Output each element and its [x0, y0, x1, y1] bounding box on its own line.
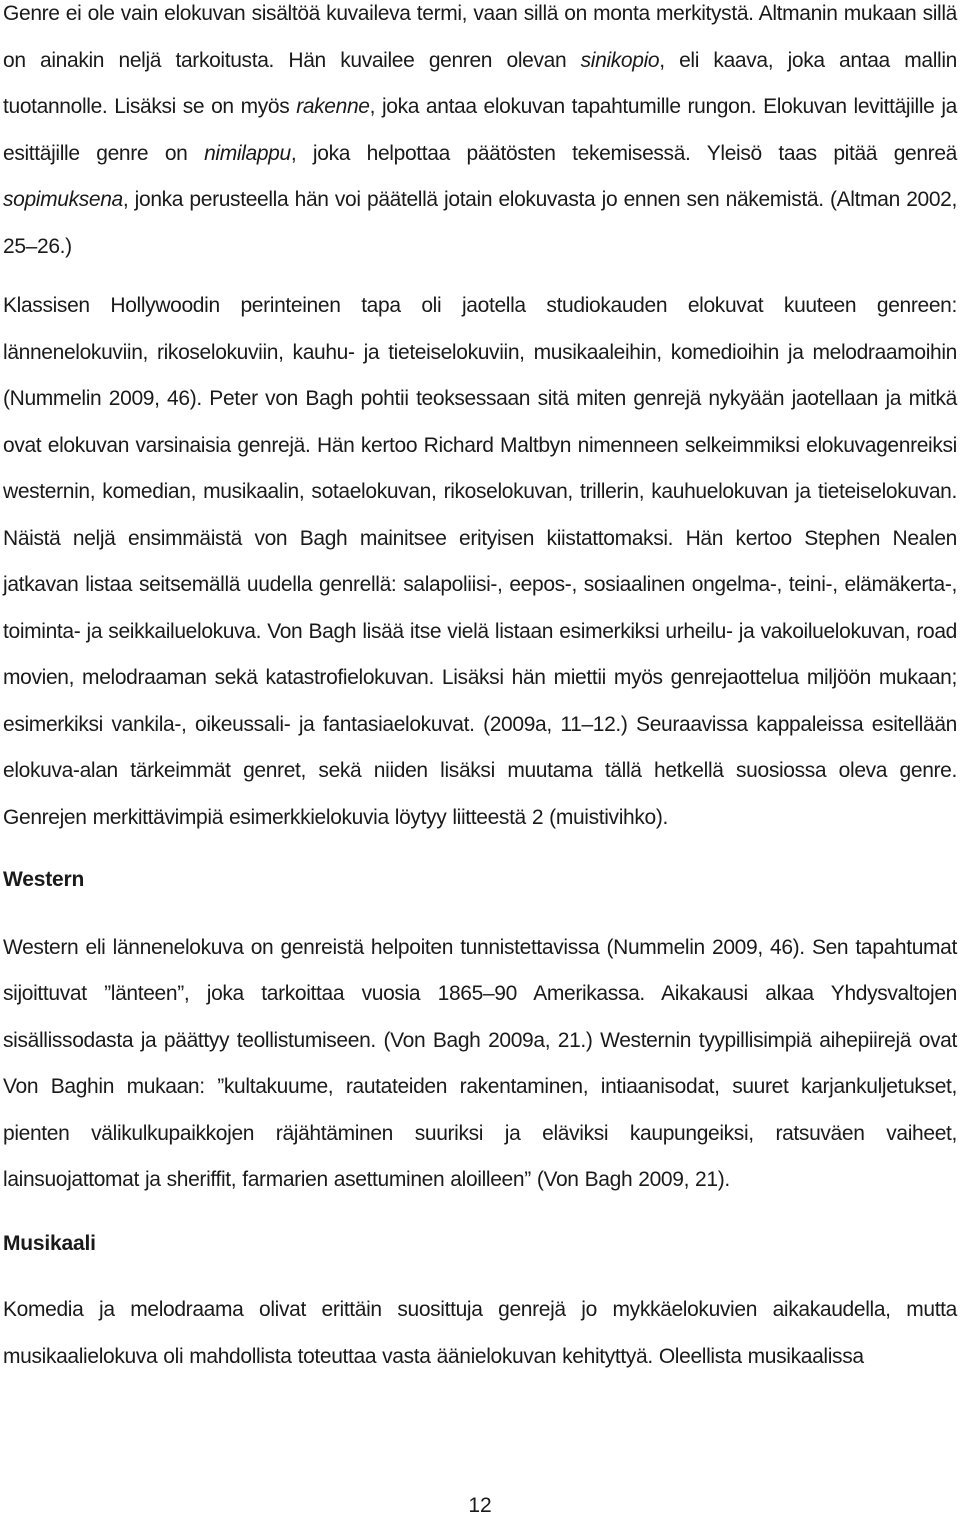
italic-term-nimilappu: nimilappu: [204, 141, 291, 165]
text-run: Genre ei ole vain elokuvan sisältöä kuvaileva termi, vaan sillä on monta merkitystä. Altmanin mukaan sillä on ainakin neljä tarkoitusta. Hän kuvailee genren olevan: [3, 2, 957, 72]
paragraph-western: Western eli lännenelokuva on genreistä helpoiten tunnistettavissa (Nummelin 2009, 46). Sen tapahtumat sijoittuvat ”länteen”, joka tarkoittaa vuosia 1865–90 Amerikassa. Aikakausi alkaa Yhdysvaltojen sisällissodasta ja päättyy teollistumiseen. (Von Bagh 2009a, 21.) Westernin tyypillisimpiä aihepiirejä ovat Von Baghin mukaan: ”kultakuume, rautateiden rakentaminen, intiaanisodat, suuret karjankuljetukset, pienten välikulkupaikkojen räjähtäminen suuriksi ja eläviksi kaupungeiksi, ratsuväen vaiheet, lainsuojattomat ja sheriffit, farmarien asettuminen aloilleen” (Von Bagh 2009, 21).: [3, 935, 957, 1191]
italic-term-rakenne: rakenne: [296, 95, 370, 118]
text-run: , joka antaa elokuvan tapahtumille rungon. Elokuvan levittäjille ja esittäjille genre on: [3, 95, 957, 165]
heading-musikaali: Musikaali: [3, 1231, 96, 1255]
text-run: , eli kaava, joka antaa mallin tuotannolle. Lisäksi se on myös: [3, 48, 957, 118]
paragraph-hollywood-genres: Klassisen Hollywoodin perinteinen tapa oli jaotella studiokauden elokuvat kuuteen genreen: lännenelokuviin, rikoselokuviin, kauhu- ja tieteiselokuviin, musikaaleihin, komedioihin ja melodraamoihin (Nummelin 2009, 46). Peter von Bagh pohtii teoksessaan sitä miten genrejä nykyään jaotellaan ja mitkä ovat elokuvan varsinaisia genrejä. Hän kertoo Richard Maltbyn nimenneen selkeimmiksi elokuvagenreiksi westernin, komedian, musikaalin, sotaelokuvan, rikoselokuvan, trillerin, kauhuelokuvan ja tieteiselokuvan. Näistä neljä ensimmäistä von Bagh mainitsee erityisen kiistattomaksi. Hän kertoo Stephen Nealen jatkavan listaa seitsemällä uudella genrellä: salapoliisi-, eepos-, sosiaalinen ongelma-, teini-, elämäkerta-, toiminta- ja seikkailuelokuva. Von Bagh lisää itse vielä listaan esimerkiksi urheilu- ja vakoiluelokuvan, road movien, melodraaman sekä katastrofielokuvan. Lisäksi hän miettii myös genrejaottelua miljöön mukaan; esimerkiksi vankila-, oikeussali- ja fantasiaelokuvat. (2009a, 11–12.) Seuraavissa kappaleissa esitellään elokuva-alan tärkeimmät genret, sekä niiden lisäksi muutama tällä hetkellä suosiossa oleva genre. Genrejen merkittävimpiä esimerkkielokuvia löytyy liitteestä 2 (muistivihko).: [3, 294, 957, 829]
page-number: 12: [468, 1494, 492, 1517]
heading-western: Western: [3, 868, 85, 891]
paragraph-musikaali: Komedia ja melodraama olivat erittäin suosittuja genrejä jo mykkäelokuvien aikakaudella, mutta musikaalielokuva oli mahdollista toteuttaa vasta äänielokuvan kehityttyä. Oleellista musikaalissa: [3, 1298, 957, 1368]
document-page: [3, 0, 957, 1380]
italic-term-sopimuksena: sopimuksena: [3, 188, 123, 211]
paragraph-genre-definition: [3, 0, 957, 270]
italic-term-sinikopio: sinikopio: [580, 48, 660, 72]
text-run: , joka helpottaa päätösten tekemisessä. Yleisö taas pitää genreä: [290, 141, 957, 165]
text-run: , jonka perusteella hän voi päätellä jotain elokuvasta jo ennen sen näkemistä. (Altman 2002, 25–26.): [3, 188, 957, 258]
